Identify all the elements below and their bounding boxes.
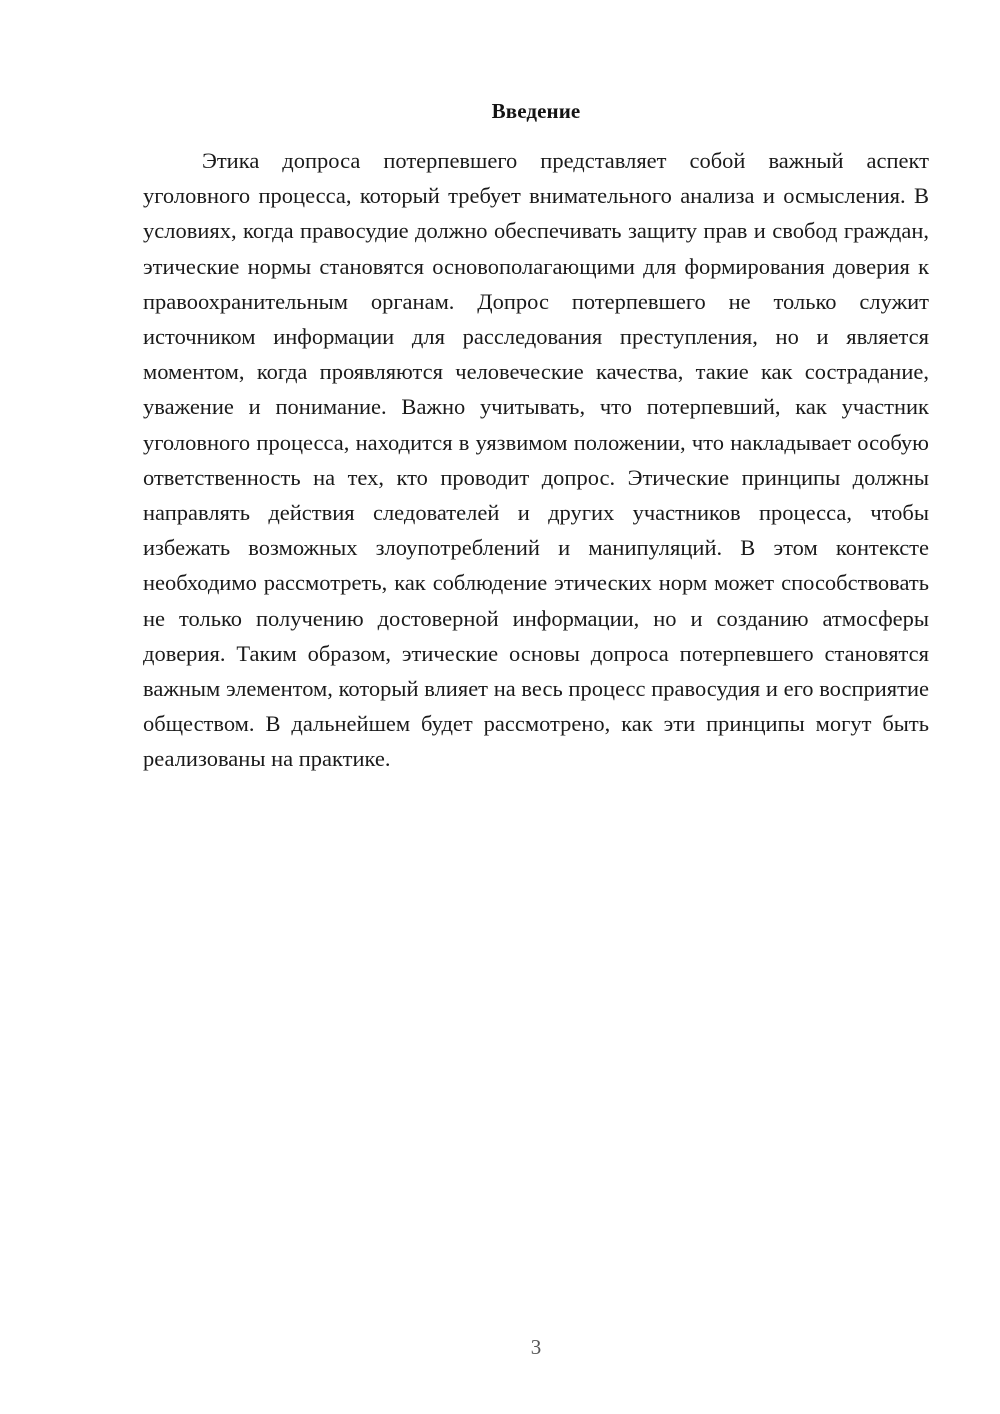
body-paragraph: Этика допроса потерпевшего представляет собой важный аспект уголовного процесса, который требует внимательного анализа и осмысления. В условиях, когда правосудие должно обеспечивать защиту прав и свобод граждан, этические нормы становятся основополагающими для формирования доверия к правоохранительным органам. Допрос потерпевшего не только служит источником информации для расследования преступления, но и является моментом, когда проявляются человеческие качества, такие как сострадание, уважение и понимание. Важно учитывать, что потерпевший, как участник уголовного процесса, находится в уязвимом положении, что накладывает особую ответственность на тех, кто проводит допрос. Этические принципы должны направлять действия следователей и других участников процесса, чтобы избежать возможных злоупотреблений и манипуляций. В этом контексте необходимо рассмотреть, как соблюдение этических норм может способствовать не только получению достоверной информации, но и созданию атмосферы доверия. Таким образом, этические основы допроса потерпевшего становятся важным элементом, который влияет на весь процесс правосудия и его восприятие обществом. В дальнейшем будет рассмотрено, как эти принципы могут быть реализованы на практике.	[143, 148, 929, 772]
page-number: 3	[530, 1335, 542, 1359]
section-heading: Введение	[491, 99, 581, 123]
